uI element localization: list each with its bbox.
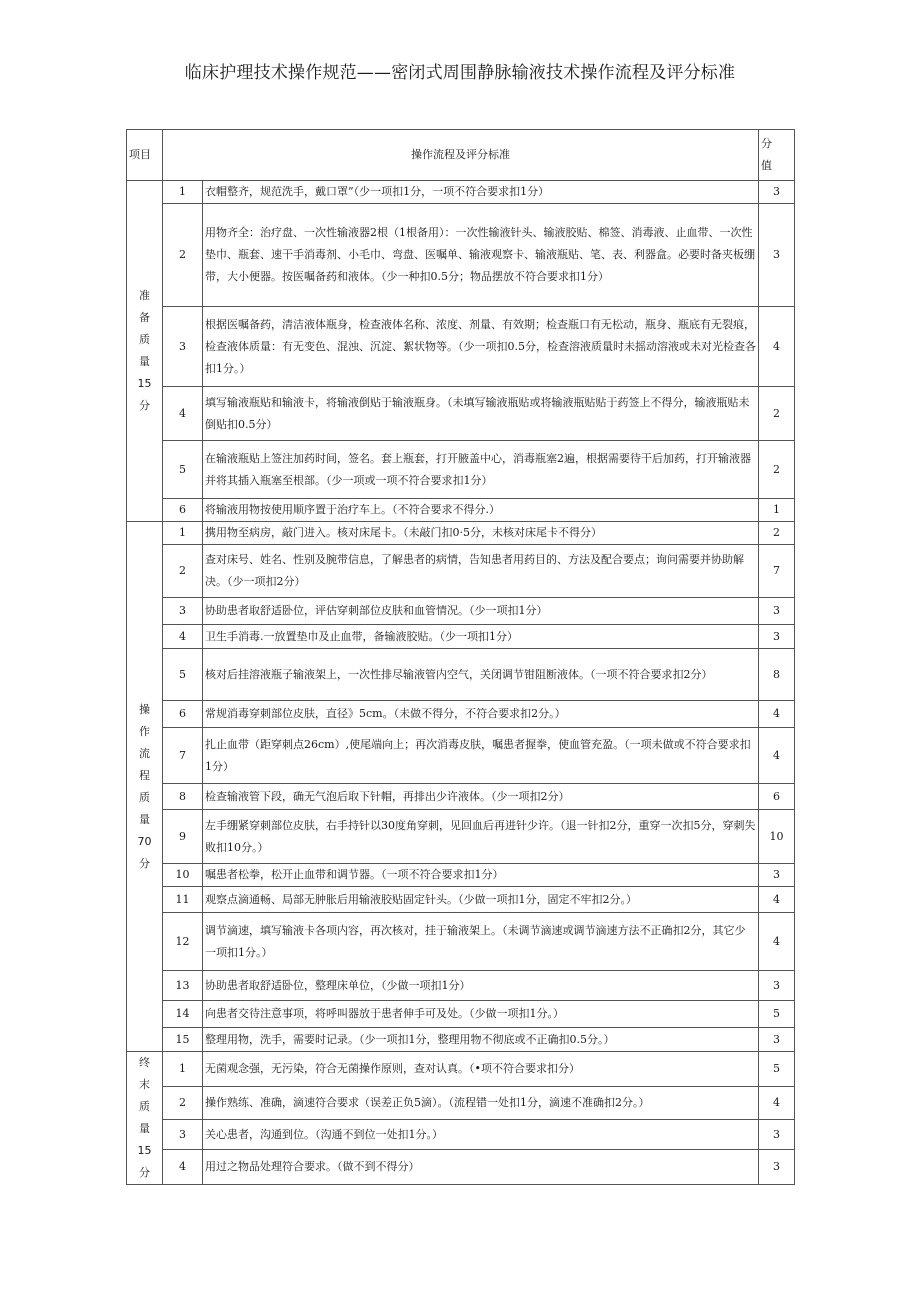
row-criteria: 操作熟练、准确，滴速符合要求（误差正负5滴）。（流程错一处扣1分，滴速不准确扣2分。） [203, 1086, 759, 1120]
row-score: 5 [759, 1001, 795, 1028]
row-score: 6 [759, 784, 795, 810]
table-row [127, 1001, 795, 1028]
row-criteria: 将输液用物按使用顺序置于治疗车上。（不符合要求不得分.） [203, 499, 759, 522]
row-criteria: 嘱患者松拳，松开止血带和调节器。（一项不符合要求扣1分） [203, 864, 759, 887]
row-score: 4 [759, 701, 795, 728]
table-row [127, 441, 795, 499]
row-number: 13 [163, 971, 203, 1001]
row-criteria: 整理用物，洗手，需要时记录。（少一项扣1分，整理用物不彻底或不正确扣0.5分。） [203, 1028, 759, 1052]
row-criteria: 检查输液管下段，确无气泡后取下针帽，再排出少许液体。（少一项扣2分） [203, 784, 759, 810]
header-content: 操作流程及评分标准 [163, 130, 759, 181]
row-number: 5 [163, 649, 203, 701]
header-item: 项目 [127, 130, 163, 181]
table-row [127, 181, 795, 204]
row-number: 15 [163, 1028, 203, 1052]
row-score: 8 [759, 649, 795, 701]
row-criteria: 协助患者取舒适卧位，整理床单位，（少做一项扣1分） [203, 971, 759, 1001]
page-title: 临床护理技术操作规范——密闭式周围静脉输液技术操作流程及评分标准 [184, 63, 736, 83]
row-criteria: 用物齐全：治疗盘、一次性输液器2根（1根备用）：一次性输液针头、输液胶贴、棉签、消毒液、止血带、一次性垫巾、瓶套、速干手消毒剂、小毛巾、弯盘、医嘱单、输液观察卡、输液瓶贴、笔、表、利器盒。必要时备夹板绷带，大小便器。按医嘱备药和液体。（少一种扣0.5分；物品摆放不符合要求扣1分） [203, 204, 759, 307]
table-row [127, 1086, 795, 1120]
row-number: 1 [163, 522, 203, 545]
row-number: 3 [163, 1120, 203, 1150]
table-row [127, 1028, 795, 1052]
row-criteria: 左手绷紧穿刺部位皮肤，右手持针以30度角穿刺，见回血后再进针少许。（退一针扣2分，重穿一次扣5分，穿刺失败扣10分。） [203, 810, 759, 864]
row-number: 2 [163, 545, 203, 598]
row-number: 6 [163, 701, 203, 728]
table-row [127, 784, 795, 810]
row-score: 2 [759, 441, 795, 499]
row-score: 4 [759, 913, 795, 971]
row-score: 3 [759, 971, 795, 1001]
row-number: 12 [163, 913, 203, 971]
row-number: 2 [163, 1086, 203, 1120]
row-criteria: 根据医嘱备药，清洁液体瓶身，检查液体名称、浓度、剂量、有效期；检查瓶口有无松动，瓶身、瓶底有无裂痕，检查液体质量：有无变色、混浊、沉淀、絮状物等。（少一项扣0.5分，检查溶液质量时未摇动溶液或未对光检查各扣1分。） [203, 307, 759, 387]
row-criteria: 无菌观念强，无污染，符合无菌操作原则，查对认真。（•项不符合要求扣分） [203, 1052, 759, 1087]
row-criteria: 常规消毒穿刺部位皮肤，直径》5cm。（未做不得分，不符合要求扣2分。） [203, 701, 759, 728]
row-number: 10 [163, 864, 203, 887]
table-row [127, 810, 795, 864]
row-score: 3 [759, 1150, 795, 1185]
row-criteria: 核对后挂溶液瓶子输液架上，一次性排尽输液管内空气，关闭调节钳阻断液体。（一项不符合要求扣2分） [203, 649, 759, 701]
row-criteria: 查对床号、姓名、性别及腕带信息，了解患者的病情，告知患者用药目的、方法及配合要点；询问需要并协助解决。（少一项扣2分） [203, 545, 759, 598]
header-score: 分值 [759, 130, 795, 181]
row-score: 5 [759, 1052, 795, 1087]
table-row [127, 522, 795, 545]
row-score: 7 [759, 545, 795, 598]
row-number: 8 [163, 784, 203, 810]
row-number: 7 [163, 728, 203, 784]
table-row [127, 701, 795, 728]
row-number: 1 [163, 181, 203, 204]
row-number: 1 [163, 1052, 203, 1087]
table-row [127, 971, 795, 1001]
row-score: 10 [759, 810, 795, 864]
table-row [127, 1120, 795, 1150]
section-label-preparation: 准备质量15分 [127, 181, 163, 522]
row-criteria: 向患者交待注意事项，将呼叫器放于患者伸手可及处。（少做一项扣1分。） [203, 1001, 759, 1028]
row-score: 1 [759, 499, 795, 522]
row-number: 4 [163, 1150, 203, 1185]
row-score: 2 [759, 387, 795, 441]
row-score: 4 [759, 728, 795, 784]
row-score: 4 [759, 307, 795, 387]
row-score: 2 [759, 522, 795, 545]
row-criteria: 卫生手消毒.一放置垫巾及止血带，备输液胶贴。（少一项扣1分） [203, 625, 759, 649]
row-criteria: 衣帽整齐，规范洗手，戴口罩”（少一项扣1分，一项不符合要求扣1分） [203, 181, 759, 204]
row-criteria: 扎止血带（距穿刺点26cm）,使尾端向上；再次消毒皮肤，嘱患者握拳，使血管充盈。（一项未做或不符合要求扣1分） [203, 728, 759, 784]
row-number: 6 [163, 499, 203, 522]
row-number: 3 [163, 307, 203, 387]
row-criteria: 在输液瓶贴上签注加药时间，签名。套上瓶套，打开腋盖中心，消毒瓶塞2遍，根据需要待干后加药，打开输液器并将其插入瓶塞至根部。（少一项或一项不符合要求扣1分） [203, 441, 759, 499]
row-criteria: 观察点滴通畅、局部无肿胀后用输液胶贴固定针头。（少做一项扣1分，固定不牢扣2分。） [203, 887, 759, 913]
row-score: 3 [759, 598, 795, 625]
row-number: 3 [163, 598, 203, 625]
section-label-operation: 操作流程质量70分 [127, 522, 163, 1052]
section-label-final: 终末质量15分 [127, 1052, 163, 1185]
table-row [127, 864, 795, 887]
table-row [127, 1052, 795, 1087]
table-row [127, 625, 795, 649]
row-criteria: 填写输液瓶贴和输液卡，将输液倒贴于输液瓶身。（未填写输液瓶贴或将输液瓶贴贴于药签上不得分，输液瓶贴未倒贴扣0.5分） [203, 387, 759, 441]
table-row [127, 204, 795, 307]
row-criteria: 调节滴速，填写输液卡各项内容，再次核对，挂于输液架上。（未调节滴速或调节滴速方法不正确扣2分，其它少一项扣1分。） [203, 913, 759, 971]
table-row [127, 545, 795, 598]
row-number: 9 [163, 810, 203, 864]
scoring-table [126, 129, 795, 1185]
row-criteria: 关心患者，沟通到位。（沟通不到位一处扣1分。） [203, 1120, 759, 1150]
table-row [127, 598, 795, 625]
row-number: 4 [163, 625, 203, 649]
row-number: 11 [163, 887, 203, 913]
row-score: 3 [759, 204, 795, 307]
row-criteria: 协助患者取舒适卧位，评估穿刺部位皮肤和血管情况。（少一项扣1分） [203, 598, 759, 625]
row-criteria: 携用物至病房，敲门进入。核对床尾卡。（未敲门扣0·5分，未核对床尾卡不得分） [203, 522, 759, 545]
row-score: 3 [759, 1028, 795, 1052]
row-score: 3 [759, 625, 795, 649]
row-number: 4 [163, 387, 203, 441]
row-score: 3 [759, 864, 795, 887]
table-row [127, 387, 795, 441]
table-row [127, 887, 795, 913]
table-row [127, 913, 795, 971]
row-score: 4 [759, 1086, 795, 1120]
row-criteria: 用过之物品处理符合要求。（做不到不得分） [203, 1150, 759, 1185]
table-row [127, 1150, 795, 1185]
table-row [127, 499, 795, 522]
row-score: 4 [759, 887, 795, 913]
header-row [127, 130, 795, 181]
table-row [127, 307, 795, 387]
row-score: 3 [759, 181, 795, 204]
row-score: 3 [759, 1120, 795, 1150]
row-number: 5 [163, 441, 203, 499]
row-number: 14 [163, 1001, 203, 1028]
row-number: 2 [163, 204, 203, 307]
table-row [127, 649, 795, 701]
table-row [127, 728, 795, 784]
